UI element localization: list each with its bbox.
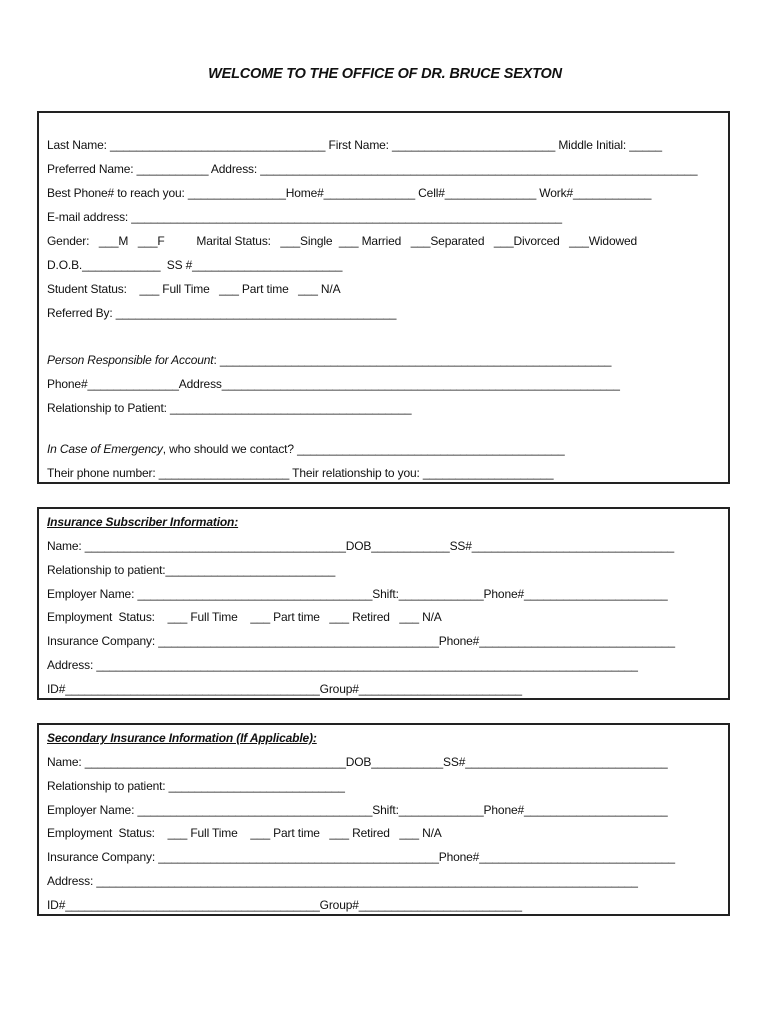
subscriber-relationship-row: Relationship to patient:__________________________ [47, 563, 336, 577]
emergency-phone-row: Their phone number: ____________________ Their relationship to you: ____________________ [47, 466, 554, 480]
subscriber-name-row: Name: ________________________________________DOB____________SS#_______________________________ [47, 539, 675, 553]
subscriber-id-group-row: ID#_______________________________________Group#_________________________ [47, 682, 522, 696]
emergency-contact-label: In Case of Emergency [47, 442, 163, 456]
patient-info-section [37, 111, 730, 484]
name-row: Last Name: _________________________________ First Name: _________________________ Middle Initial: _____ [47, 138, 662, 152]
page-title: WELCOME TO THE OFFICE OF DR. BRUCE SEXTON [208, 66, 562, 82]
subscriber-employment-row: Employment Status: ___ Full Time ___ Part time ___ Retired ___ N/A [47, 610, 442, 624]
section-heading: Insurance Subscriber Information: [47, 515, 239, 529]
subscriber-address-row: Address: ___________________________________________________________________________________ [47, 658, 638, 672]
email-row: E-mail address: __________________________________________________________________ [47, 210, 562, 224]
responsible-phone-address-row: Phone#______________Address_____________________________________________________________ [47, 377, 620, 391]
secondary-insurance-company-row: Insurance Company: ___________________________________________Phone#______________________________ [47, 850, 675, 864]
responsible-party-blank: : ____________________________________________________________ [213, 353, 612, 367]
referred-by-row: Referred By: ___________________________________________ [47, 306, 397, 320]
secondary-employment-row: Employment Status: ___ Full Time ___ Part time ___ Retired ___ N/A [47, 826, 442, 840]
gender-marital-row: Gender: ___M ___F Marital Status: ___Single ___ Married ___Separated ___Divorced ___Widowed [47, 234, 638, 248]
responsible-party-row [47, 353, 611, 367]
secondary-employer-row: Employer Name: ____________________________________Shift:_____________Phone#______________________ [47, 803, 668, 817]
secondary-insurance-section [37, 723, 730, 916]
preferred-name-row: Preferred Name: ___________ Address: ___________________________________________________________________ [47, 162, 698, 176]
dob-ss-row: D.O.B.____________ SS #_______________________ [47, 258, 343, 272]
secondary-relationship-row: Relationship to patient: ___________________________ [47, 779, 345, 793]
secondary-name-row: Name: ________________________________________DOB___________SS#_______________________________ [47, 755, 668, 769]
secondary-id-group-row: ID#_______________________________________Group#_________________________ [47, 898, 522, 912]
insurance-subscriber-section [37, 507, 730, 700]
section-heading: Secondary Insurance Information (If Applicable): [47, 731, 317, 745]
subscriber-insurance-company-row: Insurance Company: ___________________________________________Phone#______________________________ [47, 634, 675, 648]
emergency-contact-blank: , who should we contact? _________________________________________ [162, 442, 565, 456]
relationship-row: Relationship to Patient: _____________________________________ [47, 401, 412, 415]
emergency-contact-row [47, 442, 565, 456]
responsible-party-label: Person Responsible for Account [47, 353, 214, 367]
subscriber-employer-row: Employer Name: ____________________________________Shift:_____________Phone#______________________ [47, 587, 668, 601]
student-status-row: Student Status: ___ Full Time ___ Part time ___ N/A [47, 282, 341, 296]
phone-row: Best Phone# to reach you: _______________Home#______________ Cell#______________ Work#____________ [47, 186, 652, 200]
secondary-address-row: Address: ___________________________________________________________________________________ [47, 874, 638, 888]
